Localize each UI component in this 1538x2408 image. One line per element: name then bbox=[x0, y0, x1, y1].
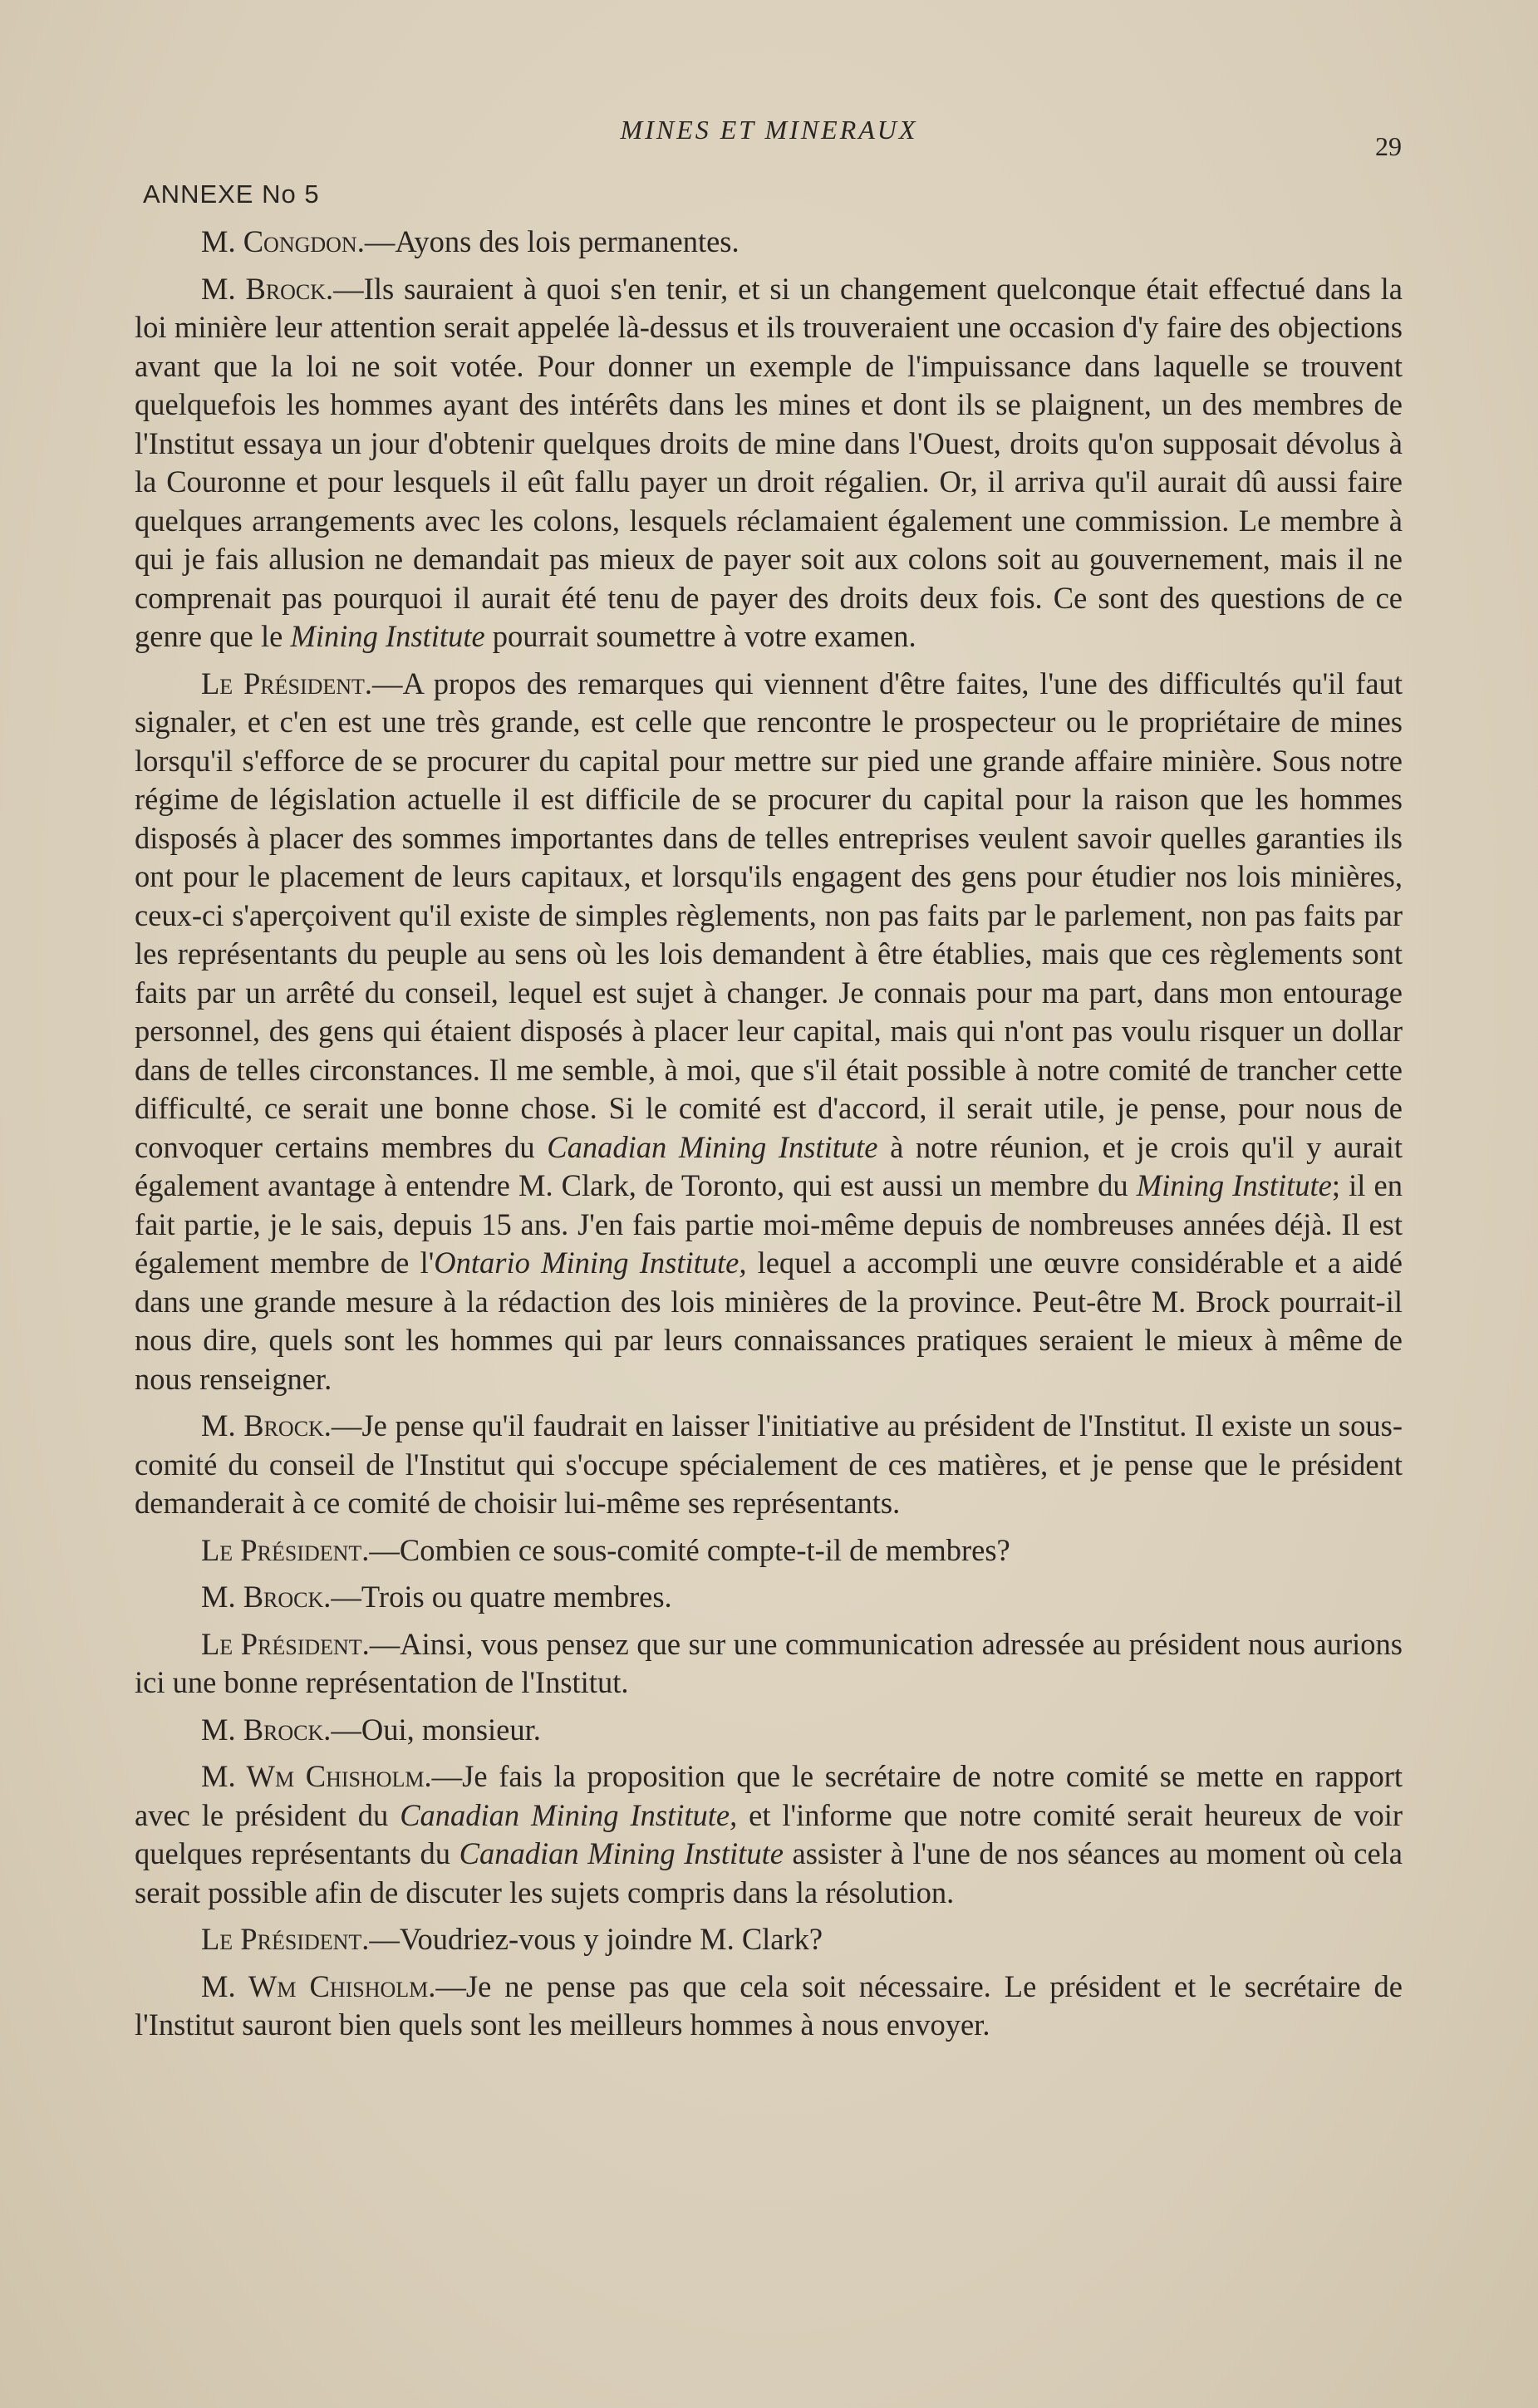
speaker-name: M. Brock.— bbox=[201, 1712, 361, 1747]
speaker-name: M. Brock.— bbox=[201, 1408, 362, 1442]
speaker-name: M. Brock.— bbox=[201, 271, 364, 306]
italic-text: Canadian Mining Institute bbox=[547, 1129, 878, 1164]
paragraph-text: A propos des remarques qui viennent d'être faites, l'une des difficultés qu'il faut signaler, et c'en est une très grande, est celle que rencontre le prospecteur ou le propriétaire de mines lorsqu'il s'efforce de se procurer du capital pour mettre sur pied une grande affaire minière. Sous notre régime de législation actuelle il est difficile de se procurer du capital pour la raison que les hommes disposés à placer des sommes importantes dans de telles entreprises veulent savoir quelles garanties ils ont pour le placement de leurs capitaux, et lorsqu'ils engagent des gens pour étudier nos lois minières, ceux-ci s'aperçoivent qu'il existe de simples règlements, non pas faits par le parlement, non pas faits par les représentants du peuple au sens où les lois demandent à être établies, mais que ces règlements sont faits par un arrêté du conseil, lequel est sujet à changer. Je connais pour ma part, dans mon entourage personnel, des gens qui étaient disposés à placer leur capital, mais qui n'ont pas voulu risquer un dollar dans de telles circonstances. Il me semble, à moi, que s'il était possible à notre comité de trancher cette difficulté, ce serait une bonne chose. Si le comité est d'accord, il serait utile, je pense, pour nous de convoquer certains membres du bbox=[135, 666, 1403, 1164]
paragraph bbox=[135, 1757, 1403, 1912]
paragraph bbox=[135, 1578, 1403, 1617]
italic-text: Canadian Mining Institute, bbox=[400, 1797, 738, 1832]
paragraph-text: Voudriez-vous y joindre M. Clark? bbox=[399, 1922, 823, 1956]
speaker-name: M. Brock.— bbox=[201, 1580, 361, 1614]
paragraph bbox=[135, 1531, 1403, 1570]
speaker-name: Le Président.— bbox=[201, 666, 403, 700]
paragraph-text: Ils sauraient à quoi s'en tenir, et si un changement quelconque était effectué dans la loi minière leur attention serait appelée là-dessus et ils trouveraient une occasion d'y faire des objections avant que la loi ne soit votée. Pour donner un exemple de l'impuissance dans laquelle se trouvent quelquefois les hommes ayant des intérêts dans les mines et dont ils se plaignent, un des membres de l'Institut essaya un jour d'obtenir quelques droits de mine dans l'Ouest, droits qu'on supposait dévolus à la Couronne et pour lesquels il eût fallu payer un droit régalien. Or, il arriva qu'il aurait dû aussi faire quelques arrangements avec les colons, lesquels réclamaient également une commission. Le membre à qui je fais allusion ne demandait pas mieux de payer soit aux colons soit au gouvernement, mais il ne comprenait pas pourquoi il aurait été tenu de payer des droits deux fois. Ce sont des questions de ce genre que le bbox=[135, 271, 1403, 653]
paragraph bbox=[135, 1968, 1403, 2045]
paragraph-text: et l'informe que notre comité serait heureux de voir quelques représentants du bbox=[135, 1797, 1403, 1870]
speaker-name: Le Président.— bbox=[201, 1922, 400, 1956]
paragraph bbox=[135, 270, 1403, 656]
paragraph-text: Oui, monsieur. bbox=[361, 1712, 541, 1747]
speaker-name: M. Wm Chisholm.— bbox=[201, 1968, 466, 2003]
paragraph bbox=[135, 1711, 1403, 1750]
paragraph bbox=[135, 1920, 1403, 1959]
paragraph-text: Je ne pense pas que cela soit nécessaire. Le président et le secrétaire de l'Institut sauront bien quels sont les meilleurs hommes à nous envoyer. bbox=[135, 1968, 1403, 2042]
paragraph-text: Je fais la proposition que le secrétaire de notre comité se mette en rapport avec le président du bbox=[135, 1759, 1403, 1832]
italic-text: Ontario Mining Institute, bbox=[434, 1246, 747, 1280]
paragraph-text: pourrait soumettre à votre examen. bbox=[484, 619, 916, 653]
paragraph-text: lequel a accompli une œuvre considérable et a aidé dans une grande mesure à la rédaction des lois minières de la province. Peut-être M. Brock pourrait-il nous dire, quels sont les hommes qui par leurs connaissances pratiques seraient le mieux à même de nous renseigner. bbox=[135, 1246, 1403, 1396]
paragraph bbox=[135, 223, 1403, 262]
paragraph-text: à notre réunion, et je crois qu'il y aurait également avantage à entendre M. Clark, de Toronto, qui est aussi un membre du bbox=[135, 1129, 1403, 1202]
paragraph bbox=[135, 1407, 1403, 1523]
speaker-name: Le Président.— bbox=[201, 1626, 400, 1661]
body-text bbox=[135, 223, 1403, 2053]
annex-label: ANNEXE No 5 bbox=[143, 179, 320, 209]
speaker-name: M. Wm Chisholm.— bbox=[201, 1759, 463, 1793]
speaker-name: Le Président.— bbox=[201, 1532, 400, 1567]
running-title: MINES ET MINERAUX bbox=[620, 115, 918, 145]
page-number: 29 bbox=[1375, 131, 1402, 161]
italic-text: Canadian Mining Institute bbox=[459, 1836, 784, 1870]
paragraph bbox=[135, 665, 1403, 1399]
speaker-name: M. Congdon.— bbox=[201, 224, 396, 258]
paragraph-text: Combien ce sous-comité compte-t-il de membres? bbox=[399, 1532, 1010, 1567]
paragraph-text: Je pense qu'il faudrait en laisser l'initiative au président de l'Institut. Il existe un sous-comité du conseil de l'Institut qui s'occupe spécialement de ces matières, et je pense que le président demanderait à ce comité de choisir lui-même ses représentants. bbox=[135, 1408, 1403, 1520]
paragraph-text: Ayons des lois permanentes. bbox=[395, 224, 740, 258]
paragraph-text: assister à l'une de nos séances au moment où cela serait possible afin de discuter les sujets compris dans la résolution. bbox=[135, 1836, 1403, 1909]
paragraph-text: Ainsi, vous pensez que sur une communication adressée au président nous aurions ici une bonne représentation de l'Institut. bbox=[135, 1626, 1403, 1699]
italic-text: Mining Institute bbox=[290, 619, 485, 653]
paragraph-text: ; il en fait partie, je le sais, depuis 15 ans. J'en fais partie moi-même depuis de nombreuses années déjà. Il est également membre de l' bbox=[135, 1168, 1403, 1280]
paragraph bbox=[135, 1625, 1403, 1703]
italic-text: Mining Institute bbox=[1136, 1168, 1332, 1202]
paragraph-text: Trois ou quatre membres. bbox=[361, 1580, 672, 1614]
